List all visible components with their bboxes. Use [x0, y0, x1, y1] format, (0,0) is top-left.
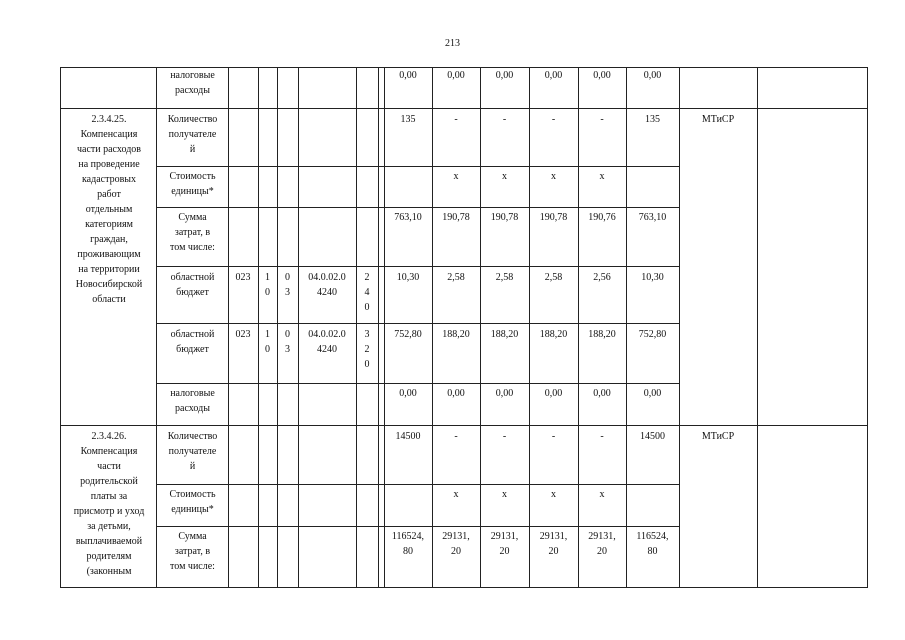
table-cell: 0,00: [495, 70, 514, 81]
row-divider: [156, 526, 679, 527]
table-cell: х: [599, 489, 605, 500]
table-cell: -: [551, 431, 556, 442]
rz-code: 1 0: [265, 329, 270, 355]
table-cell: 190,78: [490, 212, 519, 223]
table-cell: 0,00: [643, 70, 662, 81]
table-cell: 2,56: [593, 272, 611, 283]
table-cell: 0,00: [643, 388, 662, 399]
csr-code: 04.0.02.0 4240: [308, 272, 346, 298]
row-divider: [60, 425, 868, 426]
row-label: Сумма затрат, в том числе:: [170, 212, 215, 253]
table-cell: 752,80: [638, 329, 667, 340]
table-cell: 752,80: [394, 329, 422, 340]
executor-cell: МТиСР: [701, 114, 735, 125]
table-cell: -: [600, 431, 604, 442]
vr-code: 3 2 0: [364, 329, 370, 370]
table-cell: 763,10: [638, 212, 667, 223]
row-label: областной бюджет: [170, 272, 215, 298]
table-cell: -: [551, 114, 556, 125]
table-cell: 0,00: [399, 388, 417, 399]
row-label: налоговые расходы: [170, 70, 215, 96]
table-cell: 0,00: [544, 70, 563, 81]
executor-cell: МТиСР: [701, 431, 735, 442]
row-divider: [156, 323, 679, 324]
table-cell: -: [502, 431, 507, 442]
table-cell: 190,78: [442, 212, 470, 223]
table-cell: -: [454, 431, 458, 442]
table-cell: 14500: [640, 431, 665, 442]
table-cell: 188,20: [490, 329, 519, 340]
col-divider: [60, 67, 61, 588]
row-divider: [156, 266, 679, 267]
row-divider: [156, 207, 679, 208]
table-cell: 29131, 20: [442, 531, 470, 557]
pr-code: 0 3: [285, 329, 290, 355]
table-cell: 188,20: [588, 329, 616, 340]
row-label: Количество получателе й: [167, 431, 218, 472]
table-cell: 0,00: [495, 388, 514, 399]
table-cell: 0,00: [447, 70, 465, 81]
table-cell: х: [599, 171, 605, 182]
table-cell: х: [502, 489, 507, 500]
table-right-border: [867, 67, 868, 588]
table-cell: 188,20: [442, 329, 470, 340]
row-label: Сумма затрат, в том числе:: [170, 531, 215, 572]
csr-code: 04.0.02.0 4240: [308, 329, 346, 355]
pr-code: 0 3: [285, 272, 290, 298]
table-cell: 29131, 20: [588, 531, 616, 557]
table-cell: х: [551, 171, 556, 182]
row-label: Стоимость единицы*: [169, 489, 216, 515]
table-cell: 10,30: [396, 272, 420, 283]
table-cell: 2,58: [447, 272, 465, 283]
row-divider: [156, 166, 679, 167]
table-cell: х: [453, 489, 459, 500]
row-divider: [156, 383, 679, 384]
table-cell: -: [600, 114, 604, 125]
table-bottom-border: [60, 587, 868, 588]
table-cell: 29131, 20: [539, 531, 568, 557]
budget-table: [60, 67, 868, 588]
table-cell: 0,00: [593, 388, 611, 399]
table-cell: 0,00: [447, 388, 465, 399]
table-cell: 0,00: [399, 70, 417, 81]
table-cell: 763,10: [394, 212, 422, 223]
table-cell: -: [502, 114, 507, 125]
col-divider: [378, 67, 379, 588]
row-divider: [60, 108, 868, 109]
measure-name: 2.3.4.26. Компенсация части родительской платы за присмотр и уход за детьми, выплачиваемой родителям (законным: [73, 431, 145, 577]
table-cell: 0,00: [593, 70, 611, 81]
table-cell: 14500: [395, 431, 421, 442]
col-divider: [757, 67, 758, 588]
table-cell: 190,78: [539, 212, 568, 223]
table-cell: 29131, 20: [490, 531, 519, 557]
table-cell: 188,20: [539, 329, 568, 340]
table-cell: 116524, 80: [391, 531, 425, 557]
table-cell: 135: [400, 114, 416, 125]
row-label: налоговые расходы: [170, 388, 215, 414]
row-label: Стоимость единицы*: [169, 171, 216, 197]
col-divider: [679, 67, 680, 588]
grbs-code: 023: [235, 329, 251, 340]
table-cell: 10,30: [641, 272, 664, 283]
table-cell: 190,76: [588, 212, 616, 223]
grbs-code: 023: [235, 272, 251, 283]
measure-name: 2.3.4.25. Компенсация части расходов на проведение кадастровых работ отдельным категориям граждан, проживающим на территории Новосибирской области: [75, 114, 143, 305]
table-cell: 2,58: [495, 272, 514, 283]
table-cell: -: [454, 114, 458, 125]
table-cell: 135: [645, 114, 660, 125]
table-cell: х: [502, 171, 507, 182]
row-divider: [156, 484, 679, 485]
rz-code: 1 0: [265, 272, 270, 298]
table-cell: 116524, 80: [636, 531, 669, 557]
table-cell: х: [453, 171, 459, 182]
table-cell: 0,00: [544, 388, 563, 399]
row-label: областной бюджет: [170, 329, 215, 355]
row-label: Количество получателе й: [167, 114, 218, 155]
page-number: 213: [445, 38, 460, 49]
vr-code: 2 4 0: [364, 272, 370, 313]
table-cell: 2,58: [544, 272, 563, 283]
table-cell: х: [551, 489, 556, 500]
